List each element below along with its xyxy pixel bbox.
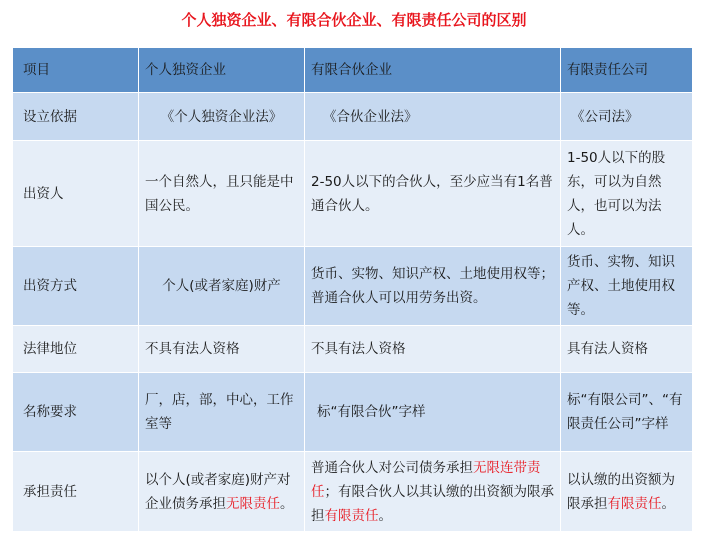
table-row xyxy=(13,93,693,141)
table-row xyxy=(13,452,693,532)
table-header-row xyxy=(13,48,693,93)
cell-text: 普通合伙人对公司债务承担 xyxy=(311,459,473,476)
row-label: 法律地位 xyxy=(13,326,139,373)
table-cell: 货币、实物、知识产权、土地使用权等。 xyxy=(561,247,693,326)
table-cell xyxy=(139,452,305,532)
header-cell-sole-proprietorship: 个人独资企业 xyxy=(139,48,305,93)
table-row xyxy=(13,247,693,326)
table-cell: 标“有限合伙”字样 xyxy=(305,373,561,452)
table-cell: 《公司法》 xyxy=(561,93,693,141)
cell-text: 。 xyxy=(661,495,675,512)
row-label: 名称要求 xyxy=(13,373,139,452)
table-cell xyxy=(561,452,693,532)
table-cell: 标“有限公司”、“有限责任公司”字样 xyxy=(561,373,693,452)
highlight-text: 有限责任 xyxy=(607,495,662,512)
highlight-text: 有限责任 xyxy=(324,507,379,524)
table-cell: 厂，店，部，中心，工作室等 xyxy=(139,373,305,452)
table-cell xyxy=(305,452,561,532)
comparison-table xyxy=(12,47,693,532)
header-cell-llc: 有限责任公司 xyxy=(561,48,693,93)
table-cell: 不具有法人资格 xyxy=(305,326,561,373)
highlight-text: 无限连带责任 xyxy=(311,459,541,500)
row-label: 出资方式 xyxy=(13,247,139,326)
row-label: 承担责任 xyxy=(13,452,139,532)
header-cell-item: 项目 xyxy=(13,48,139,93)
header-cell-limited-partnership: 有限合伙企业 xyxy=(305,48,561,93)
table-cell: 2-50人以下的合伙人，至少应当有1名普通合伙人。 xyxy=(305,141,561,247)
table-cell: 个人(或者家庭)财产 xyxy=(139,247,305,326)
table-cell: 具有法人资格 xyxy=(561,326,693,373)
table-cell: 《合伙企业法》 xyxy=(305,93,561,141)
cell-text: 以个人(或者家庭)财产对企业债务承担 xyxy=(145,471,291,512)
table-row xyxy=(13,326,693,373)
cell-text: ；有限合伙人以其认缴的出资额为限承担 xyxy=(311,483,554,524)
cell-text: 。 xyxy=(280,495,294,512)
table-cell: 《个人独资企业法》 xyxy=(139,93,305,141)
table-cell: 货币、实物、知识产权、土地使用权等；普通合伙人可以用劳务出资。 xyxy=(305,247,561,326)
row-label: 设立依据 xyxy=(13,93,139,141)
page-title: 个人独资企业、有限合伙企业、有限责任公司的区别 xyxy=(181,11,527,29)
cell-text: 以认缴的出资额为限承担 xyxy=(567,471,675,512)
table-cell: 一个自然人，且只能是中国公民。 xyxy=(139,141,305,247)
table-cell: 1-50人以下的股东，可以为自然人，也可以为法人。 xyxy=(561,141,693,247)
table-row xyxy=(13,373,693,452)
cell-text: 。 xyxy=(378,507,392,524)
table-cell: 不具有法人资格 xyxy=(139,326,305,373)
highlight-text: 无限责任 xyxy=(226,495,280,512)
table-row xyxy=(13,141,693,247)
row-label: 出资人 xyxy=(13,141,139,247)
